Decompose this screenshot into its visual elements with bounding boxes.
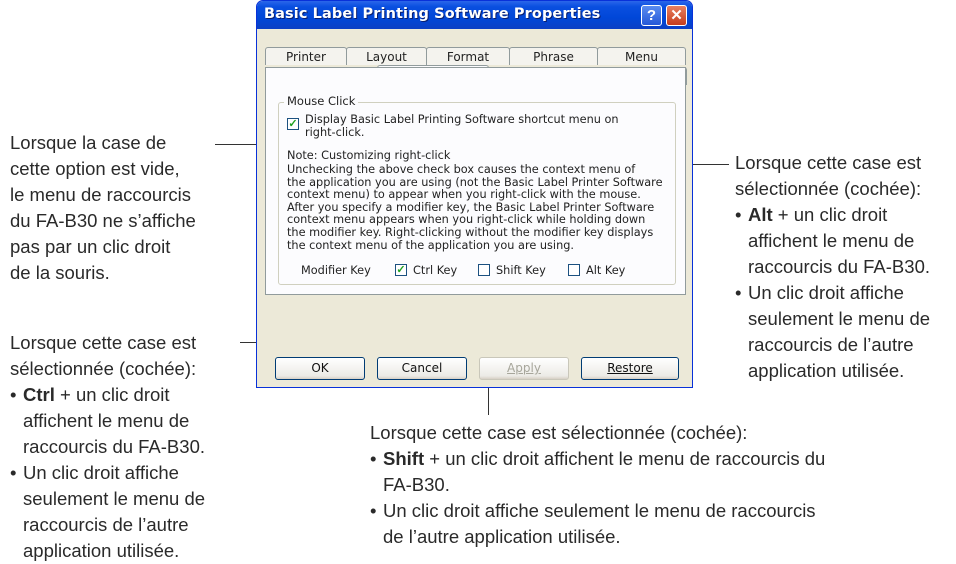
tab-printer[interactable]: Printer [265, 47, 347, 65]
title-bar[interactable] [257, 1, 692, 29]
shift-bullet-1: • Shift + un clic droit affichent le menu de raccourcis du FA-B30. [370, 446, 825, 498]
note-title: Note: Customizing right-click [287, 149, 451, 162]
display-shortcut-menu-checkbox[interactable]: ✓ [288, 118, 298, 130]
modifier-key-label: Modifier Key [301, 264, 371, 277]
alt-key-label[interactable]: Alt Key [586, 264, 626, 277]
annotation-alt-key: Lorsque cette case est sélectionnée (cochée): • Alt + un clic droit affichent le menu de raccourcis du FA-B30. • Un clic droit affiche seulement le menu de raccourcis de l’autre application utilisée. [735, 150, 930, 384]
display-shortcut-menu-label[interactable]: Display Basic Label Printing Software shortcut menu on right-click. [305, 113, 619, 139]
operation-tab-panel [265, 67, 686, 295]
tab-layout[interactable]: Layout [346, 47, 427, 65]
alt-key-checkbox[interactable] [568, 264, 580, 276]
help-button[interactable]: ? [641, 5, 662, 26]
mouse-click-group [278, 94, 676, 285]
annotation-ctrl-key: Lorsque cette case est sélectionnée (cochée): • Ctrl + un clic droit affichent le menu de raccourcis du FA-B30. • Un clic droit affiche seulement le menu de raccourcis de l’autre application utilisée. [10, 330, 205, 564]
tab-format[interactable]: Format [426, 47, 510, 65]
alt-bullet-2: • Un clic droit affiche seulement le menu de raccourcis de l’autre application utilisée. [735, 280, 930, 384]
restore-button[interactable]: Restore [581, 357, 679, 380]
ctrl-key-label[interactable]: Ctrl Key [413, 264, 458, 277]
annotation-shift-key: Lorsque cette case est sélectionnée (cochée): • Shift + un clic droit affichent le menu de raccourcis du FA-B30. • Un clic droit affiche seulement le menu de raccourcis de l’autre application utilisée. [370, 420, 825, 550]
note-text: Unchecking the above check box causes the context menu of the application you are using (not the Basic Label Printer Software context menu) to appear when you right-click with the mouse. After you specify a modifier key, the Basic Label Printer Software context menu appears when you right-click while holding down the modifier key. Right-clicking without the modifier key displays the context menu of the application you are using. [287, 163, 663, 252]
ok-button[interactable]: OK [275, 357, 365, 380]
ctrl-bullet-1: • Ctrl + un clic droit affichent le menu de raccourcis du FA-B30. [10, 382, 205, 460]
group-label: Mouse Click [284, 94, 358, 108]
cancel-button[interactable]: Cancel [377, 357, 467, 380]
tab-row-1 [265, 47, 685, 66]
properties-dialog [256, 0, 693, 388]
ctrl-bullet-2: • Un clic droit affiche seulement le menu de raccourcis de l’autre application utilisée. [10, 460, 205, 564]
shift-key-checkbox[interactable] [478, 264, 490, 276]
annotation-empty-checkbox: Lorsque la case de cette option est vide, le menu de raccourcis du FA-B30 ne s’affiche pas par un clic droit de la souris. [10, 132, 196, 283]
tab-phrase[interactable]: Phrase [509, 47, 598, 65]
tab-menu[interactable]: Menu [597, 47, 686, 65]
dialog-title: Basic Label Printing Software Properties [264, 6, 601, 22]
apply-button[interactable]: Apply [479, 357, 569, 380]
alt-bullet-1: • Alt + un clic droit affichent le menu de raccourcis du FA-B30. [735, 202, 930, 280]
ctrl-key-checkbox[interactable]: ✓ [396, 264, 406, 276]
shift-key-label[interactable]: Shift Key [496, 264, 546, 277]
shift-bullet-2: • Un clic droit affiche seulement le menu de raccourcis de l’autre application utilisée. [370, 498, 825, 550]
close-button[interactable]: ✕ [666, 5, 687, 26]
